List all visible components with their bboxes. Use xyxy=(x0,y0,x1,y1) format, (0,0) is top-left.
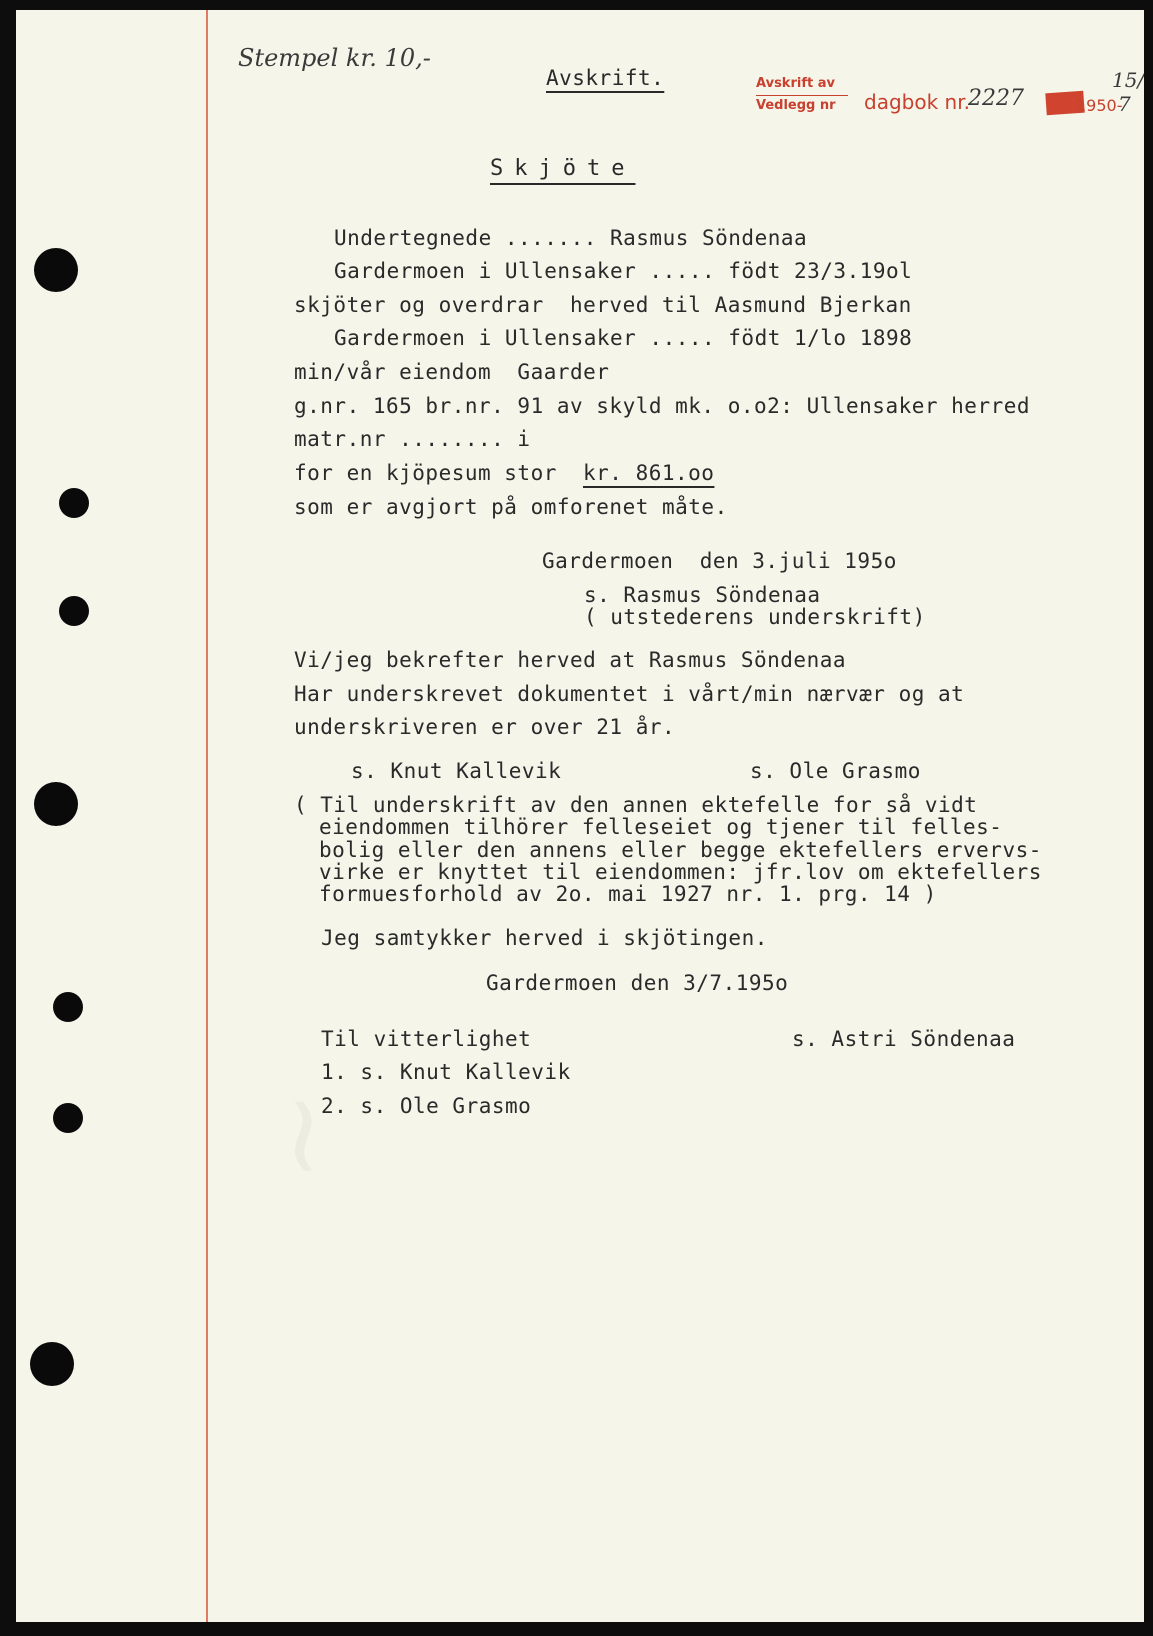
attest-label: Til vitterlighet xyxy=(321,1027,532,1051)
body-line: g.nr. 165 br.nr. 91 av skyld mk. o.o2: Ullensaker herred xyxy=(294,394,1031,418)
document-page xyxy=(16,10,1144,1622)
punch-hole xyxy=(59,488,89,518)
witness-line: underskriveren er over 21 år. xyxy=(294,715,676,739)
witness-line: Vi/jeg bekrefter herved at Rasmus Söndenaa xyxy=(294,648,847,672)
stamp-dagbok-text: dagbok nr. xyxy=(864,90,970,114)
witness-line: Har underskrevet dokumentet i vårt/min nærvær og at xyxy=(294,682,965,706)
spouse-signature: s. Astri Söndenaa xyxy=(792,1027,1016,1051)
stamp-date-bottom: 7 xyxy=(1118,92,1131,116)
spouse-clause-line: formuesforhold av 2o. mai 1927 nr. 1. prg. 14 ) xyxy=(319,882,937,906)
spouse-clause-line: eiendommen tilhörer felleseiet og tjener til felles- xyxy=(319,815,1003,839)
body-line: min/vår eiendom Gaarder xyxy=(294,360,610,384)
body-line: for en kjöpesum stor xyxy=(294,461,571,485)
stamp-top-text: Avskrift av xyxy=(756,76,835,91)
spouse-clause-line: bolig eller den annens eller begge ektefellers ervervs- xyxy=(319,838,1042,862)
seller-signature-label: ( utstederens underskrift) xyxy=(584,605,926,629)
spouse-clause-line: ( Til underskrift av den annen ektefelle for så vidt xyxy=(294,793,978,817)
punch-hole xyxy=(34,248,78,292)
margin-line xyxy=(206,10,208,1622)
punch-hole xyxy=(59,596,89,626)
seller-signature: s. Rasmus Söndenaa xyxy=(584,583,821,607)
witness-signature: s. Ole Grasmo xyxy=(750,759,921,783)
faint-watermark: ~ xyxy=(243,1090,371,1197)
punch-hole xyxy=(30,1342,74,1386)
place-date: Gardermoen den 3.juli 195o xyxy=(542,549,897,573)
body-line: matr.nr ........ i xyxy=(294,427,531,451)
stamp-year: 1950- xyxy=(1076,96,1123,115)
document-title: Skjöte xyxy=(490,156,636,181)
spouse-clause-line: virke er knyttet til eiendommen: jfr.lov om ektefellers xyxy=(319,860,1042,884)
witness-signature: s. Knut Kallevik xyxy=(351,759,562,783)
body-line: skjöter og overdrar herved til Aasmund Bjerkan xyxy=(294,293,912,317)
place-date: Gardermoen den 3/7.195o xyxy=(486,971,789,995)
body-line: som er avgjort på omforenet måte. xyxy=(294,495,728,519)
body-line: Gardermoen i Ullensaker ..... födt 1/lo 1898 xyxy=(334,326,913,350)
stamp-rule xyxy=(756,95,848,96)
punch-hole xyxy=(53,992,83,1022)
body-line: Gardermoen i Ullensaker ..... födt 23/3.19ol xyxy=(334,259,913,283)
body-line: Undertegnede ....... Rasmus Söndenaa xyxy=(334,226,808,250)
attest-witness: 1. s. Knut Kallevik xyxy=(321,1060,571,1084)
consent-line: Jeg samtykker herved i skjötingen. xyxy=(321,926,768,950)
journal-number: 2227 xyxy=(968,86,1024,111)
copy-label: Avskrift. xyxy=(546,66,665,90)
stamp-bottom-text: Vedlegg nr xyxy=(756,98,836,113)
handwritten-stamp-fee: Stempel kr. 10,- xyxy=(238,44,431,72)
stamp-date-top: 15/ xyxy=(1112,68,1144,92)
punch-hole xyxy=(34,782,78,826)
purchase-price: kr. 861.oo xyxy=(583,461,715,485)
punch-hole xyxy=(53,1103,83,1133)
attest-witness: 2. s. Ole Grasmo xyxy=(321,1094,532,1118)
